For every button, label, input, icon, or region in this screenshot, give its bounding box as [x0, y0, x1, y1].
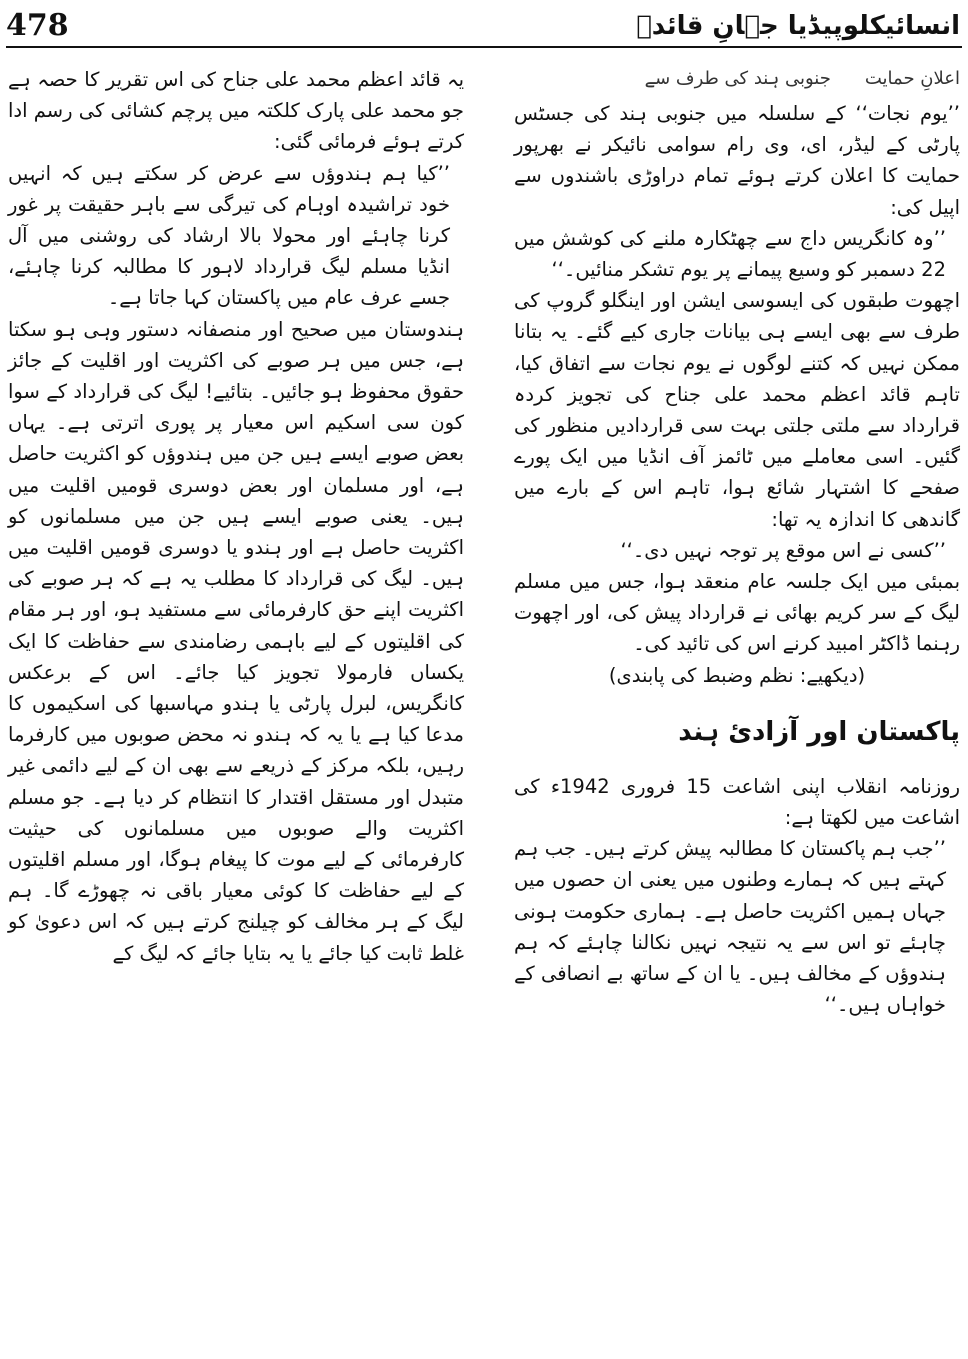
- subheading-south-india: جنوبی ہند کی طرف سے: [644, 68, 831, 89]
- section-heading: پاکستان اور آزادئ ہند: [678, 716, 960, 747]
- running-title: انسائیکلوپیڈیا جہانِ قائدؒ: [636, 11, 960, 41]
- page-header: [0, 0, 968, 52]
- page-number: 478: [6, 8, 69, 43]
- paragraph: اچھوت طبقوں کی ایسوسی ایشن اور اینگلو گروپ کی طرف سے بھی ایسے ہی بیانات جاری کیے گئے۔ یہ بتانا ممکن نہیں کہ کتنے لوگوں نے یوم نجات سے اتفاق کیا، تاہم قائد اعظم محمد علی جناح کی تجویز کردہ قرارداد سے ملتی جلتی بہت سی قراردادیں منظور کی گئیں۔ اسی معاملے میں ٹائمز آف انڈیا میں ایک پورے صفحے کا اشتہار شائع ہوا، تاہم اس کے بارے میں گاندھی کا اندازہ یہ تھا:: [514, 289, 960, 531]
- subheading-row: [514, 64, 960, 94]
- quotation: ’’کیا ہم ہندوؤں سے عرض کر سکتے ہیں کہ انہیں خود تراشیدہ اوہام کی تیرگی سے باہر حقیقت پر غور کرنا چاہئے اور محولا بالا ارشاد کی روشنی میں آل انڈیا مسلم لیگ قرارداد لاہور کا مطالبہ کرنا چاہئے، جسے عرف عام میں پاکستان کہا جاتا ہے۔: [8, 161, 450, 310]
- cross-reference: (دیکھیے: نظم وضبط کی پابندی): [608, 663, 866, 687]
- subheading-announcement: اعلانِ حمایت: [864, 68, 960, 89]
- left-column: [8, 64, 464, 969]
- paragraph: ہندوستان میں صحیح اور منصفانہ دستور وہی ہو سکتا ہے، جس میں ہر صوبے کی اکثریت اور اقلیت کے جائز حقوق محفوظ ہو جائیں۔ بتائیے! لیگ کی قرارداد کے سوا کون سی اسکیم اس معیار پر پوری اترتی ہے۔ یہاں بعض صوبے ایسے ہیں جن میں ہندوؤں کو اکثریت حاصل ہے، اور مسلمان اور بعض دوسری قومیں اقلیت میں ہیں۔ یعنی صوبے ایسے ہیں جن میں مسلمانوں کو اکثریت حاصل ہے اور ہندو یا دوسری قومیں اقلیت میں ہیں۔ لیگ کی قرارداد کا مطلب یہ ہے کہ ہر صوبے کی اکثریت اپنے حق کارفرمائی سے مستفید ہو، اور ہر مقام کی اقلیتوں کے لیے باہمی رضامندی سے حفاظت کا ایک یکساں فارمولا تجویز کیا جائے۔ اس کے برعکس کانگریس، لبرل پارٹی یا ہندو مہاسبھا کی اسکیموں کا مدعا کیا ہے یا یہ کہ ہندو نہ محض صوبوں میں کارفرما رہیں، بلکہ مرکز کے ذریعے سے بھی ان کے لیے دائمی غیر متبدل اور مستقل اقتدار کا انتظام کر دیا ہے۔ جو مسلم اکثریت والے صوبوں میں مسلمانوں کی حیثیت کارفرمائی کے لیے موت کا پیغام ہوگا، اور مسلم اقلیتوں کے لیے حفاظت کا کوئی معیار باقی نہ چھوڑے گا۔ ہم لیگ کے ہر مخالف کو چیلنج کرتے ہیں کہ اس دعویٰ کو غلط ثابت کیا جائے یا یہ بتایا جائے کہ لیگ کے: [8, 317, 464, 965]
- quotation: ’’جب ہم پاکستان کا مطالبہ پیش کرتے ہیں۔ جب ہم کہتے ہیں کہ ہمارے وطنوں میں یعنی ان حصوں میں جہاں ہمیں اکثریت حاصل ہے۔ ہماری حکومت ہونی چاہئے تو اس سے یہ نتیجہ نہیں نکالنا چاہئے کہ ہم ہندوؤں کے مخالف ہیں۔ یا ان کے ساتھ بے انصافی کے خواہاں ہیں۔‘‘: [514, 837, 946, 1017]
- header-rule: [6, 46, 962, 48]
- quotation: ’’وہ کانگریس داج سے چھٹکارہ ملنے کی کوشش میں 22 دسمبر کو وسیع پیمانے پر یوم تشکر منائیں۔‘‘: [514, 226, 946, 282]
- paragraph: بمبئی میں ایک جلسہ عام منعقد ہوا، جس میں مسلم لیگ کے سر کریم بھائی نے قرارداد پیش کی، اور اچھوت رہنما ڈاکٹر امبید کرنے اس کی تائید کی۔: [514, 570, 960, 656]
- paragraph: ’’یوم نجات‘‘ کے سلسلہ میں جنوبی ہند کی جسٹس پارٹی کے لیڈر، ای، وی رام سوامی نائیکر نے بھرپور حمایت کا اعلان کرتے ہوئے تمام دراوڑی باشندوں سے اپیل کی:: [514, 102, 960, 219]
- right-column: [514, 64, 960, 1020]
- paragraph: روزنامہ انقلاب اپنی اشاعت 15 فروری 1942ء کی اشاعت میں لکھتا ہے:: [514, 774, 961, 830]
- quotation: ’’کسی نے اس موقع پر توجہ نہیں دی۔‘‘: [620, 538, 946, 562]
- paragraph: یہ قائد اعظم محمد علی جناح کی اس تقریر کا حصہ ہے جو محمد علی پارک کلکتہ میں پرچم کشائی کی رسم ادا کرتے ہوئے فرمائی گئی:: [8, 68, 464, 154]
